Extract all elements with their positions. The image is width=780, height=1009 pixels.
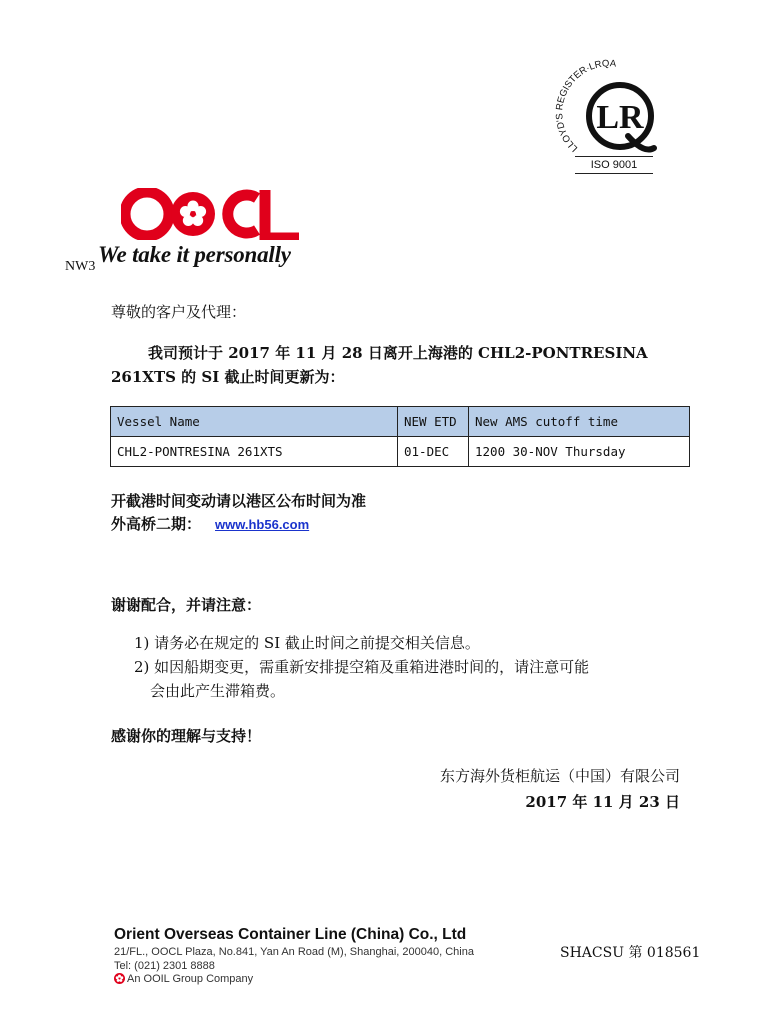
footer-tel: Tel: (021) 2301 8888 xyxy=(114,960,215,972)
cell-ams-cutoff: 1200 30-NOV Thursday xyxy=(469,437,690,467)
header-new-etd: NEW ETD xyxy=(398,407,469,437)
cell-new-etd: 01-DEC xyxy=(398,437,469,467)
header-vessel-name: Vessel Name xyxy=(111,407,398,437)
note-2-continuation: 会由此产生滞箱费。 xyxy=(150,682,286,700)
document-tag: NW3 xyxy=(65,259,96,274)
footer-address: 21/FL., OOCL Plaza, No.841, Yan An Road (M), Shanghai, 200040, China xyxy=(114,946,474,958)
iso-9001-label: ISO 9001 xyxy=(575,156,653,174)
port-notice: 开截港时间变动请以港区公布时间为准 xyxy=(111,492,367,510)
note-1: 1) 请务必在规定的 SI 截止时间之前提交相关信息。 xyxy=(134,634,480,652)
svg-text:LLOYD'S REGISTER·LRQA: LLOYD'S REGISTER·LRQA xyxy=(554,58,617,154)
announcement-line-2: 261XTS 的 SI 截止时间更新为： xyxy=(111,368,345,386)
oocl-logo xyxy=(121,188,301,240)
announcement-line-1: 我司预计于 2017 年 11 月 28 日离开上海港的 CHL2-PONTRESINA xyxy=(148,344,648,362)
greeting: 尊敬的客户及代理： xyxy=(111,303,247,321)
signature-date: 2017 年 11 月 23 日 xyxy=(525,793,680,811)
appreciation: 感谢你的理解与支持！ xyxy=(111,727,262,745)
table-header-row xyxy=(111,407,690,437)
footer-group-text: An OOIL Group Company xyxy=(127,973,254,985)
oocl-slogan: We take it personally xyxy=(98,242,291,267)
table-row xyxy=(111,437,690,467)
cell-vessel-name: CHL2-PONTRESINA 261XTS xyxy=(111,437,398,467)
terminal-label: 外高桥二期： xyxy=(111,515,202,533)
thanks-line: 谢谢配合，并请注意： xyxy=(111,596,262,614)
terminal-notice xyxy=(111,512,309,537)
signature-company: 东方海外货柜航运（中国）有限公司 xyxy=(439,767,680,785)
svg-text:LR: LR xyxy=(596,99,644,136)
footer-company: Orient Overseas Container Line (China) Co., Ltd xyxy=(114,926,467,943)
cutoff-table xyxy=(110,406,690,467)
terminal-website-link[interactable]: www.hb56.com xyxy=(215,517,310,532)
footer-group xyxy=(114,973,253,985)
note-2: 2) 如因船期变更，需重新安排提空箱及重箱进港时间的，请注意可能 xyxy=(134,658,590,676)
reference-code: SHACSU 第 018561 xyxy=(560,945,701,961)
ooil-flower-icon xyxy=(114,973,125,984)
header-ams-cutoff: New AMS cutoff time xyxy=(469,407,690,437)
